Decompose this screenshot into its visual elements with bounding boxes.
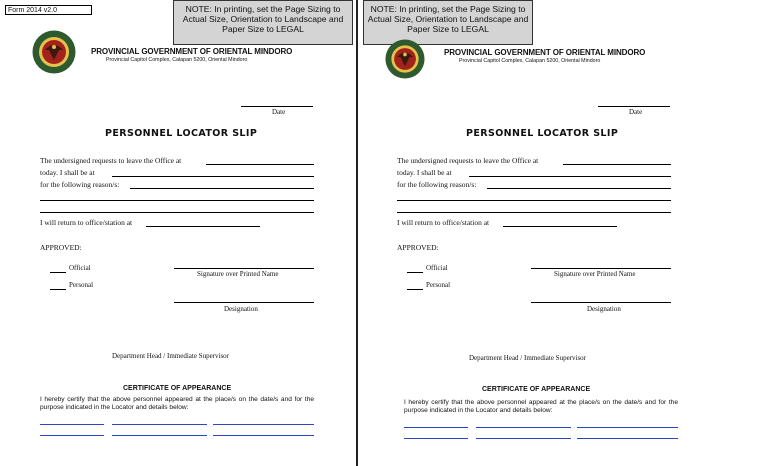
official-checkline[interactable] [407,272,423,273]
reason-text: for the following reason/s: [40,180,120,189]
certificate-text: I hereby certify that the above personnel appeared at the place/s on the date/s and for the purpose indicated in the Locator and details below: [404,399,678,415]
certificate-title: CERTIFICATE OF APPEARANCE [482,386,591,393]
designation-line[interactable] [531,302,671,303]
return-time-field[interactable] [503,226,617,227]
personal-label: Personal [426,281,451,289]
today-text: today. I shall be at [40,168,95,177]
certificate-text: I hereby certify that the above personnel appeared at the place/s on the date/s and for the purpose indicated in the Locator and details below: [40,396,314,412]
approved-label: APPROVED: [397,243,439,252]
print-note: NOTE: In printing, set the Page Sizing to Actual Size, Orientation to Landscape and Paper Size to LEGAL [173,0,353,45]
appearance-field[interactable] [577,427,678,428]
date-line [241,106,313,107]
request-text: The undersigned requests to leave the Office at [40,156,182,165]
personal-label: Personal [69,281,94,289]
appearance-field[interactable] [40,435,104,436]
print-note: NOTE: In printing, set the Page Sizing to Actual Size, Orientation to Landscape and Paper Size to LEGAL [363,0,533,45]
appearance-field[interactable] [404,427,468,428]
signature-line[interactable] [174,268,314,269]
return-time-field[interactable] [146,226,260,227]
reason-field-3[interactable] [40,212,314,213]
return-text: I will return to office/station at [397,218,490,227]
signature-line[interactable] [531,268,671,269]
form-title: PERSONNEL LOCATOR SLIP [105,128,258,139]
appearance-field[interactable] [112,424,207,425]
destination-field[interactable] [112,176,314,177]
reason-field-1[interactable] [487,188,671,189]
designation-line[interactable] [174,302,314,303]
reason-field-2[interactable] [397,200,671,201]
appearance-field[interactable] [476,438,571,439]
appearance-field[interactable] [40,424,104,425]
time-leave-field[interactable] [206,164,314,165]
reason-text: for the following reason/s: [397,180,477,189]
return-text: I will return to office/station at [40,218,133,227]
header-address: Provincial Capitol Complex, Calapan 5200, Oriental Mindoro [459,58,601,64]
personal-checkline[interactable] [50,289,66,290]
official-label: Official [69,264,91,272]
designation-label: Designation [224,305,258,313]
header-address: Provincial Capitol Complex, Calapan 5200, Oriental Mindoro [106,57,248,63]
official-label: Official [426,264,448,272]
approved-label: APPROVED: [40,243,82,252]
signature-label: Signature over Printed Name [197,270,279,278]
reason-field-3[interactable] [397,212,671,213]
designation-label: Designation [587,305,621,313]
supervisor-label: Department Head / Immediate Supervisor [112,352,230,360]
reason-field-2[interactable] [40,200,314,201]
appearance-field[interactable] [213,435,314,436]
supervisor-label: Department Head / Immediate Supervisor [469,354,587,362]
locator-slip-copy-left [0,0,355,466]
destination-field[interactable] [469,176,671,177]
signature-label: Signature over Printed Name [554,270,636,278]
reason-field-1[interactable] [130,188,314,189]
appearance-field[interactable] [112,435,207,436]
request-text: The undersigned requests to leave the Office at [397,156,539,165]
official-checkline[interactable] [50,272,66,273]
form-title: PERSONNEL LOCATOR SLIP [466,128,619,139]
personal-checkline[interactable] [407,289,423,290]
appearance-field[interactable] [476,427,571,428]
appearance-field[interactable] [577,438,678,439]
date-label: Date [272,108,286,116]
form-version-label: Form 2014 v2.0 [5,5,92,15]
date-label: Date [629,108,643,116]
provincial-seal-icon [32,30,76,74]
time-leave-field[interactable] [563,164,671,165]
date-line [598,106,670,107]
header-title: PROVINCIAL GOVERNMENT OF ORIENTAL MINDORO [91,47,293,56]
appearance-field[interactable] [213,424,314,425]
appearance-field[interactable] [404,438,468,439]
header-title: PROVINCIAL GOVERNMENT OF ORIENTAL MINDORO [444,48,646,57]
today-text: today. I shall be at [397,168,452,177]
locator-slip-copy-right [357,0,712,466]
provincial-seal-icon [385,39,425,79]
certificate-title: CERTIFICATE OF APPEARANCE [123,385,232,392]
